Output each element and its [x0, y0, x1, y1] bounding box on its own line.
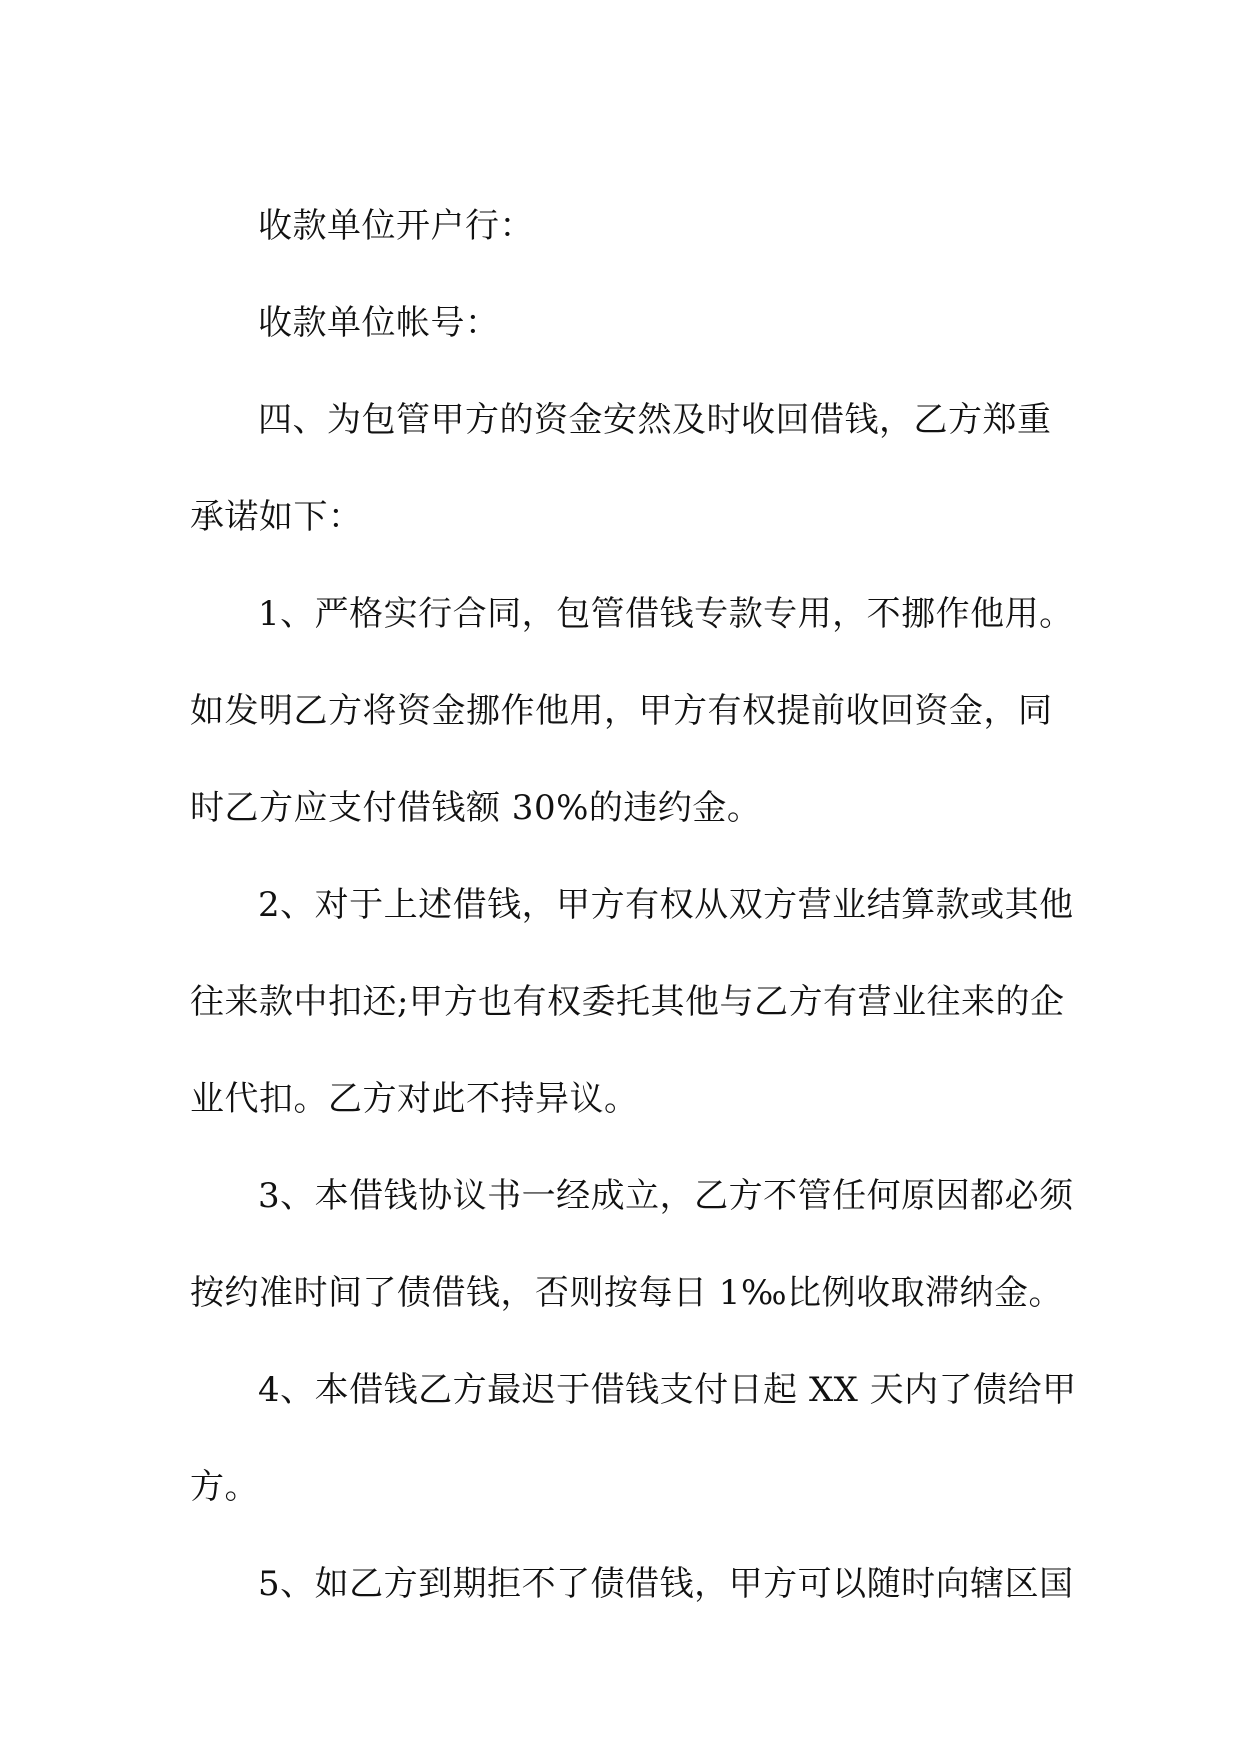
text-line: 1、严格实行合同，包管借钱专款专用，不挪作他用。 — [258, 594, 1074, 634]
text-line: 承诺如下： — [190, 497, 363, 537]
text-line: 3、本借钱协议书一经成立，乙方不管任何原因都必须 — [258, 1176, 1074, 1216]
paragraph-item-4 — [190, 1342, 1077, 1536]
paragraph-bank — [190, 178, 1060, 275]
text-line: 收款单位开户行： — [258, 206, 534, 246]
text-line: 时乙方应支付借钱额 30%的违约金。 — [190, 788, 762, 828]
text-line: 5、如乙方到期拒不了债借钱，甲方可以随时向辖区国 — [258, 1564, 1074, 1604]
paragraph-account — [190, 275, 1060, 372]
paragraph-item-2 — [190, 857, 1074, 1148]
text-line: 业代扣。乙方对此不持异议。 — [190, 1079, 639, 1119]
paragraph-clause-4 — [190, 372, 1060, 566]
text-line: 收款单位帐号： — [258, 303, 500, 343]
text-line: 4、本借钱乙方最迟于借钱支付日起 XX 天内了债给甲 — [258, 1370, 1077, 1410]
paragraph-item-1 — [190, 566, 1074, 857]
paragraph-item-5 — [190, 1536, 1074, 1633]
text-line: 往来款中扣还;甲方也有权委托其他与乙方有营业往来的企 — [190, 982, 1065, 1022]
paragraph-item-3 — [190, 1148, 1074, 1342]
text-line: 方。 — [190, 1467, 259, 1507]
text-line: 按约准时间了债借钱，否则按每日 1‰比例收取滞纳金。 — [190, 1273, 1064, 1313]
document-body — [190, 178, 1077, 1633]
text-line: 四、为包管甲方的资金安然及时收回借钱，乙方郑重 — [258, 400, 1052, 440]
text-line: 2、对于上述借钱，甲方有权从双方营业结算款或其他 — [258, 885, 1074, 925]
text-line: 如发明乙方将资金挪作他用，甲方有权提前收回资金，同 — [190, 691, 1053, 731]
